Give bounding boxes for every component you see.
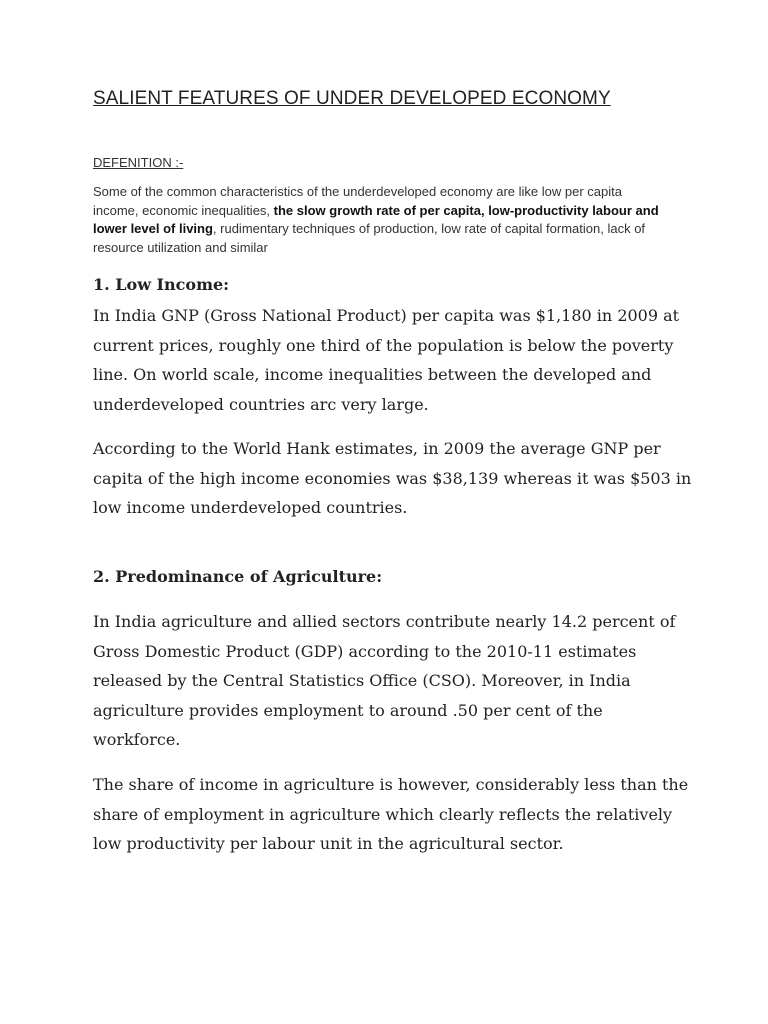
section-2-paragraph-1: In India agriculture and allied sectors contribute nearly 14.2 percent of Gross Domestic Product (GDP) according to the 2010-11 estimates released by the Central Statistics Office (CSO). Moreover, in India agriculture provides employment to around .50 per cent of the workforce. bbox=[93, 612, 676, 749]
definition-text-end: , rudimentary techniques of production, low rate of capital formation, lack of resource utilization and similar bbox=[93, 221, 646, 255]
definition-text-start: Some of the common characteristics of the underdeveloped economy are like low per capita income, economic inequalities, bbox=[93, 184, 622, 218]
section-2-paragraph-2: The share of income in agriculture is however, considerably less than the share of employment in agriculture which clearly reflects the relatively low productivity per labour unit in the agricultural sector. bbox=[93, 775, 689, 853]
section-1-paragraph-1: In India GNP (Gross National Product) per capita was $1,180 in 2009 at current prices, roughly one third of the population is below the poverty line. On world scale, income inequalities between the developed and underdeveloped countries arc very large. bbox=[93, 306, 680, 414]
section-1-paragraph-2: According to the World Hank estimates, in 2009 the average GNP per capita of the high income economies was $38,139 whereas it was $503 in low income underdeveloped countries. bbox=[93, 439, 692, 517]
page-title: SALIENT FEATURES OF UNDER DEVELOPED ECONOMY bbox=[93, 88, 611, 109]
section-1-heading: 1. Low Income: bbox=[93, 275, 230, 294]
definition-text-bold: the slow growth rate of per capita, low-productivity labour and lower level of living bbox=[93, 202, 659, 236]
section-2-heading: 2. Predominance of Agriculture: bbox=[93, 567, 383, 586]
definition-paragraph bbox=[93, 183, 663, 257]
definition-heading: DEFENITION :- bbox=[93, 155, 184, 170]
